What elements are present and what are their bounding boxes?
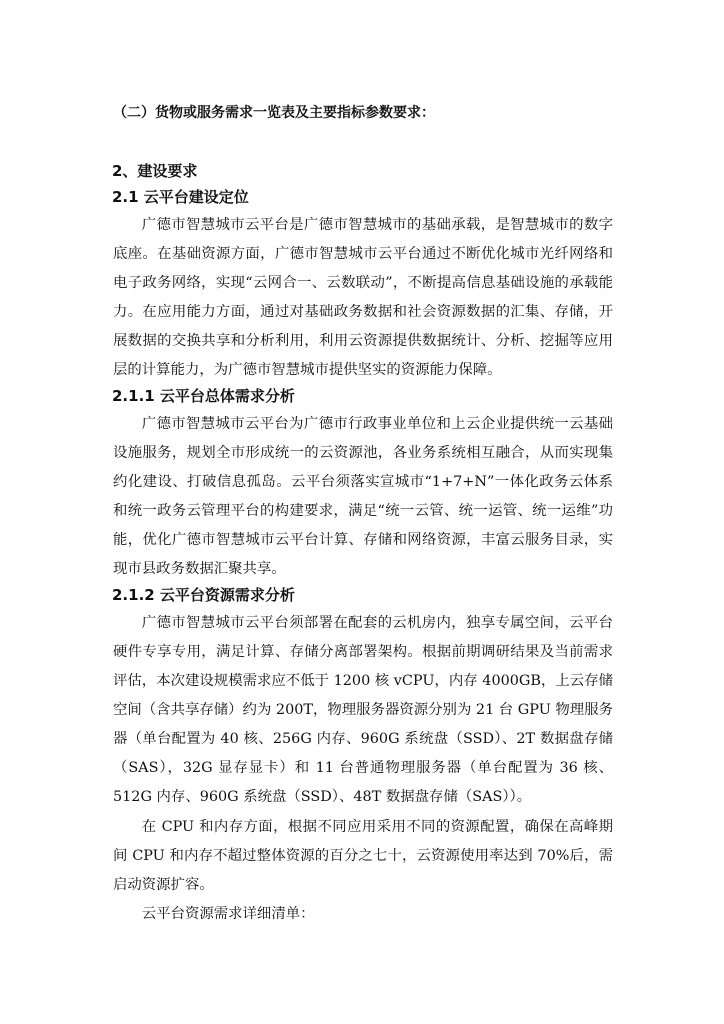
paragraph-overall-demand-analysis: 广德市智慧城市云平台为广德市行政事业单位和上云企业提供统一云基础设施服务，规划全市形成统一的云资源池，各业务系统相互融合，从而实现集约化建设、打破信息孤岛。云平台须落实宣城市“1+7+N”一体化政务云体系和统一政务云管理平台的构建要求，满足“统一云管、统一运管、统一运维”功能，优化广德市智慧城市云平台计算、存储和网络资源，丰富云服务目录，实现市县政务数据汇聚共享。 <box>113 416 613 577</box>
paragraph-cloud-positioning: 广德市智慧城市云平台是广德市智慧城市的基础承载，是智慧城市的数字底座。在基础资源方面，广德市智慧城市云平台通过不断优化城市光纤网络和电子政务网络，实现“云网合一、云数联动”，不断提高信息基础设施的承载能力。在应用能力方面，通过对基础政务数据和社会资源数据的汇集、存储，开展数据的交换共享和分析利用，利用云资源提供数据统计、分析、挖掘等应用层的计算能力，为广德市智慧城市提供坚实的资源能力保障。 <box>113 217 613 378</box>
heading-overall-demand-analysis: 2.1.1 云平台总体需求分析 <box>112 387 295 405</box>
paragraph-resource-list-label: 云平台资源需求详细清单： <box>141 906 315 922</box>
heading-construction-requirements: 2、建设要求 <box>112 162 198 180</box>
section-title: （二）货物或服务需求一览表及主要指标参数要求： <box>113 105 435 121</box>
heading-resource-demand-analysis: 2.1.2 云平台资源需求分析 <box>112 586 295 604</box>
heading-cloud-positioning: 2.1 云平台建设定位 <box>112 188 249 206</box>
paragraph-resource-demand: 广德市智慧城市云平台须部署在配套的云机房内，独享专属空间，云平台硬件专享专用，满足计算、存储分离部署架构。根据前期调研结果及当前需求评估，本次建设规模需求应不低于 1200 核 vCPU，内存 4000GB，上云存储空间（含共享存储）约为 200T，物理服务器资源分别为 21 台 GPU 物理服务器（单台配置为 40 核、256G 内存、960G 系统盘（SSD）、2T 数据盘存储（SAS），32G 显存显卡）和 11 台普通物理服务器（单台配置为 36 核、512G 内存、960G 系统盘（SSD）、48T 数据盘存储（SAS））。 <box>113 615 613 805</box>
paragraph-cpu-memory: 在 CPU 和内存方面，根据不同应用采用不同的资源配置，确保在高峰期间 CPU 和内存不超过整体资源的百分之七十，云资源使用率达到 70%后，需启动资源扩容。 <box>113 819 613 893</box>
